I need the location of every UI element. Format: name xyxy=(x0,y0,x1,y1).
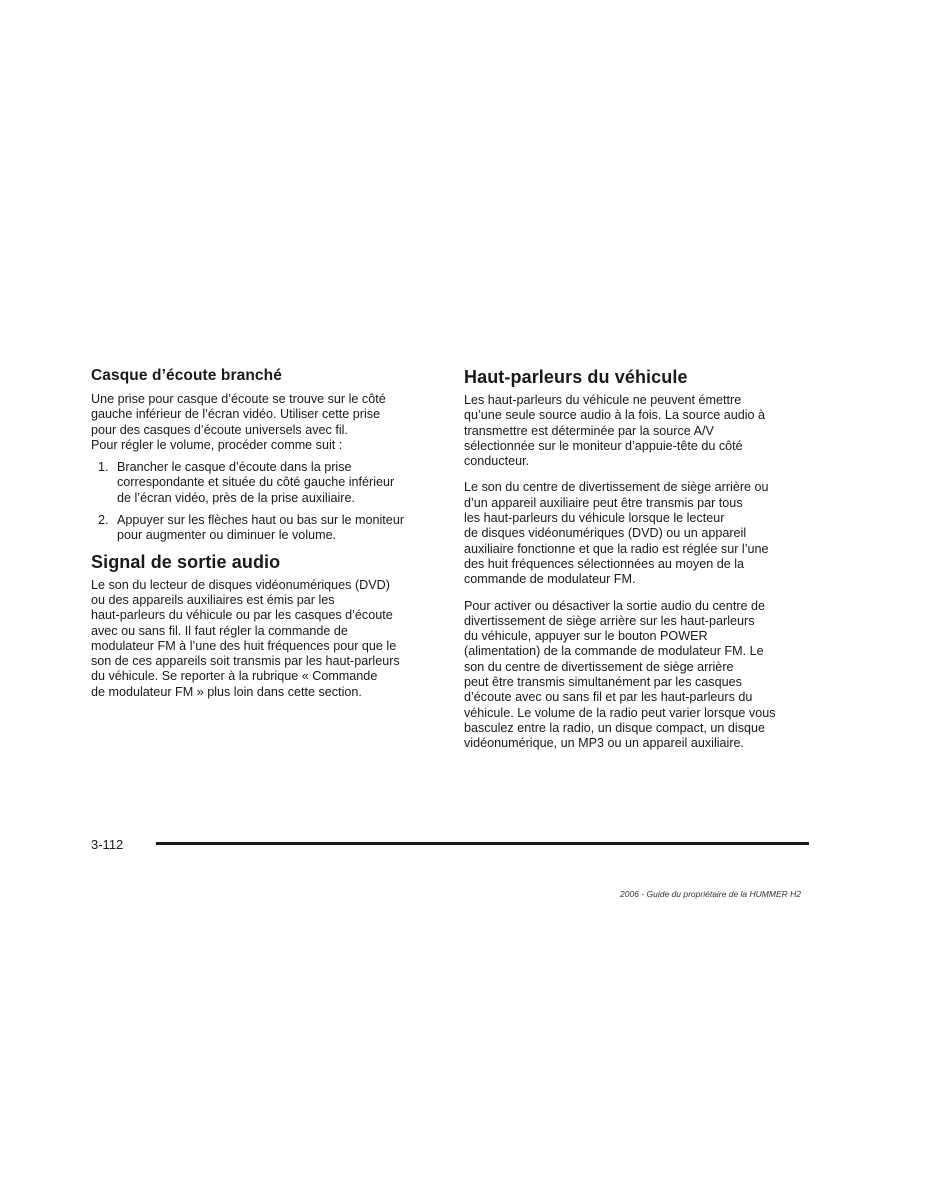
paragraph-speakers-source xyxy=(464,393,809,469)
step-number: 1. xyxy=(98,460,109,475)
left-column xyxy=(91,366,436,700)
text-line: auxiliaire fonctionne et que la radio est réglée sur l’une xyxy=(464,541,769,556)
text-line: de l’écran vidéo, près de la prise auxiliaire. xyxy=(117,490,356,505)
paragraph-audio-output xyxy=(91,578,436,700)
right-column xyxy=(464,366,809,763)
text-line: de disques vidéonumériques (DVD) ou un appareil xyxy=(464,526,747,541)
paragraph-speakers-power xyxy=(464,599,809,752)
text-line: peut être transmis simultanément par les casques xyxy=(464,675,742,690)
text-line: d’un appareil auxiliaire peut être transmis par tous xyxy=(464,495,743,510)
list-item xyxy=(91,460,436,506)
text-line: haut-parleurs du véhicule ou par les casques d’écoute xyxy=(91,608,393,623)
step-number: 2. xyxy=(98,513,109,528)
text-line: sélectionnée sur le moniteur d’appuie-tête du côté xyxy=(464,438,743,453)
text-line: basculez entre la radio, un disque compact, un disque xyxy=(464,720,766,735)
text-line: ou des appareils auxiliaires est émis par les xyxy=(91,592,335,607)
text-line: Les haut-parleurs du véhicule ne peuvent émettre xyxy=(464,393,742,407)
text-line: vidéonumérique, un MP3 ou un appareil auxiliaire. xyxy=(464,736,745,751)
paragraph-headphones-intro xyxy=(91,392,436,453)
footer-credit: 2006 - Guide du propriétaire de la HUMMER H2 xyxy=(620,889,801,899)
section-heading-vehicle-speakers: Haut-parleurs du véhicule xyxy=(464,367,688,387)
text-line: Pour activer ou désactiver la sortie audio du centre de xyxy=(464,598,766,613)
text-line: modulateur FM à l’une des huit fréquences pour que le xyxy=(91,638,397,653)
text-line: Appuyer sur les flèches haut ou bas sur le moniteur xyxy=(117,513,405,528)
text-line: Le son du centre de divertissement de siège arrière ou xyxy=(464,480,769,495)
section-heading-headphones: Casque d’écoute branché xyxy=(91,367,282,384)
text-line: avec ou sans fil. Il faut régler la commande de xyxy=(91,623,348,638)
section-heading-audio-output: Signal de sortie audio xyxy=(91,551,281,572)
text-line: transmettre est déterminée par la source A/V xyxy=(464,423,714,438)
text-line: d’écoute avec ou sans fil et par les haut-parleurs du xyxy=(464,690,753,705)
text-line: des huit fréquences sélectionnées au moyen de la xyxy=(464,556,745,571)
text-line: son du centre de divertissement de siège arrière xyxy=(464,659,734,674)
text-line: son de ces appareils soit transmis par les haut-parleurs xyxy=(91,654,400,669)
text-line: pour augmenter ou diminuer le volume. xyxy=(117,528,337,543)
footer-divider xyxy=(156,842,809,845)
text-line: du véhicule, appuyer sur le bouton POWER xyxy=(464,629,708,644)
text-line: correspondante et située du côté gauche inférieur xyxy=(117,475,395,490)
text-line: commande de modulateur FM. xyxy=(464,572,636,587)
text-line: les haut-parleurs du véhicule lorsque le lecteur xyxy=(464,511,725,526)
text-line: Le son du lecteur de disques vidéonumériques (DVD) xyxy=(91,577,390,592)
volume-steps-list xyxy=(91,460,436,543)
text-line: (alimentation) de la commande de modulateur FM. Le xyxy=(464,644,764,659)
text-line: qu’une seule source audio à la fois. La source audio à xyxy=(464,408,766,423)
list-item xyxy=(91,513,436,544)
text-line: véhicule. Le volume de la radio peut varier lorsque vous xyxy=(464,705,776,720)
text-line: Pour régler le volume, procéder comme suit : xyxy=(91,437,343,452)
text-line: pour des casques d’écoute universels avec fil. xyxy=(91,422,348,437)
text-line: du véhicule. Se reporter à la rubrique « Commande xyxy=(91,669,378,684)
paragraph-speakers-rse xyxy=(464,480,809,587)
text-line: de modulateur FM » plus loin dans cette section. xyxy=(91,684,362,699)
text-line: Brancher le casque d’écoute dans la prise xyxy=(117,460,352,475)
text-line: conducteur. xyxy=(464,454,530,469)
text-line: divertissement de siège arrière sur les haut-parleurs xyxy=(464,613,755,628)
text-line: gauche inférieur de l’écran vidéo. Utiliser cette prise xyxy=(91,407,381,422)
page-number: 3-112 xyxy=(91,837,124,852)
text-line: Une prise pour casque d’écoute se trouve sur le côté xyxy=(91,392,386,406)
